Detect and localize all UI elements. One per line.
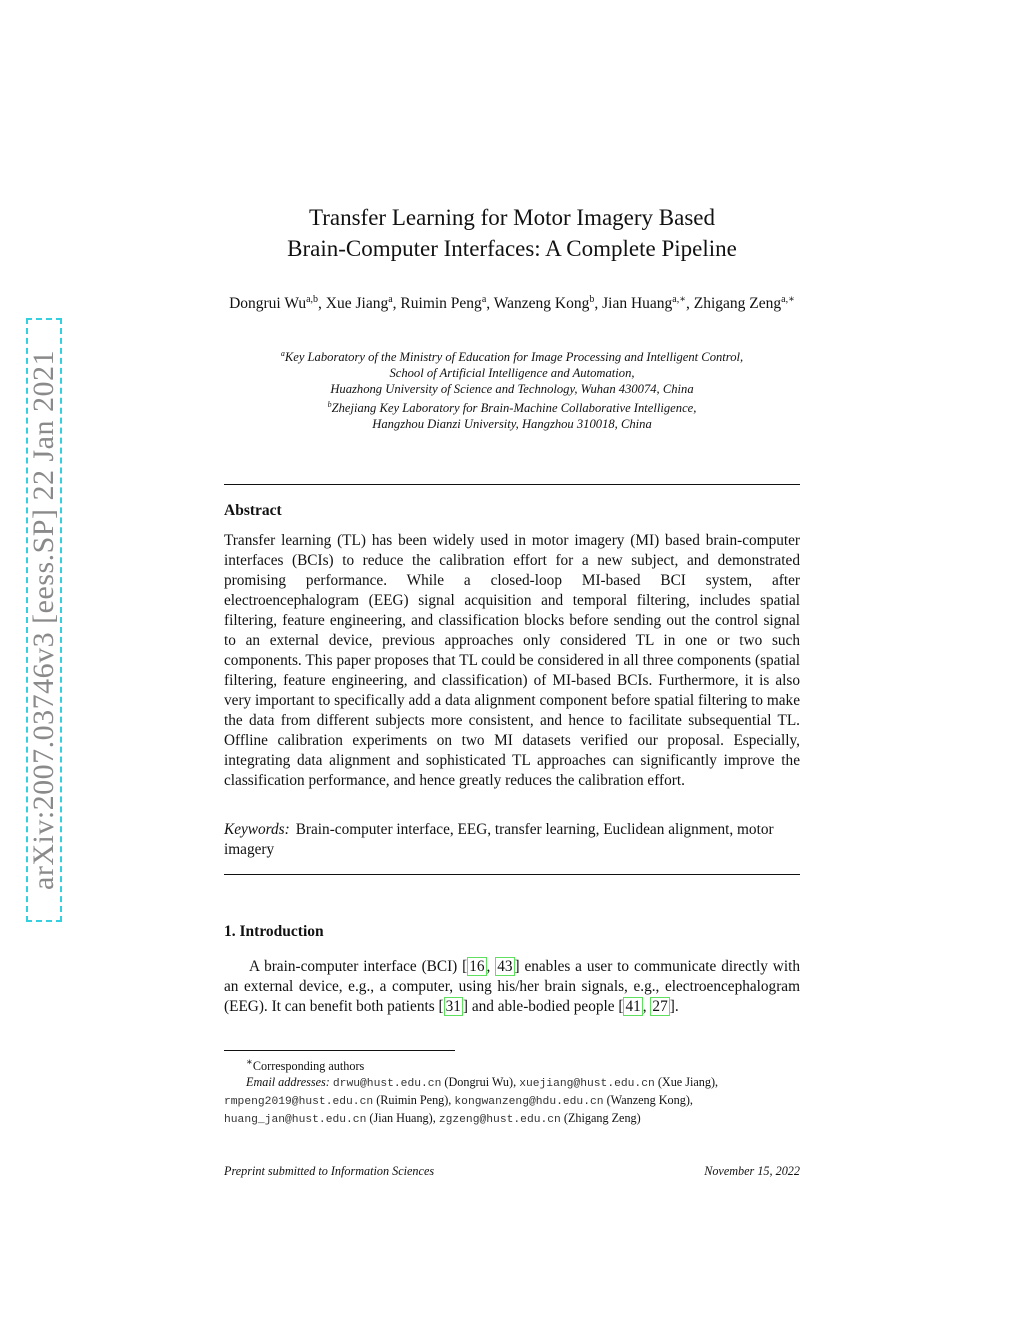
footnotes [224, 1055, 800, 1128]
intro-text: ]. [669, 998, 679, 1015]
email-owner: (Zhigang Zeng) [560, 1111, 641, 1126]
author-affil-mark: a,∗ [672, 294, 687, 305]
section-heading-introduction: 1. Introduction [224, 923, 324, 940]
author-name: Wanzeng Kong [493, 295, 590, 313]
citation-link[interactable]: 43 [497, 958, 513, 975]
citation-link[interactable]: 27 [652, 998, 668, 1015]
email-link[interactable]: rmpeng2019@hust.edu.cn [224, 1096, 374, 1109]
email-link[interactable]: kongwanzeng@hdu.edu.cn [454, 1096, 604, 1109]
intro-text: ] and able-bodied people [ [462, 998, 624, 1015]
intro-text: , [642, 998, 651, 1015]
author-name: Xue Jiang [325, 295, 389, 313]
keywords-label: Keywords: [224, 821, 290, 838]
keywords-text: Brain-computer interface, EEG, transfer learning, Euclidean alignment, motor imagery [224, 821, 774, 858]
paper-title [224, 202, 800, 264]
affil-b-line-2: Hangzhou Dianzi University, Hangzhou 310018, China [372, 417, 652, 432]
email-owner: (Xue Jiang), [654, 1075, 719, 1090]
title-line-2: Brain-Computer Interfaces: A Complete Pipeline [287, 236, 737, 261]
citation-link[interactable]: 31 [445, 998, 461, 1015]
arxiv-identifier: arXiv:2007.03746v3 [eess.SP] 22 Jan 2021 [27, 350, 60, 890]
intro-text: , [486, 958, 496, 975]
abstract-top-rule [224, 484, 800, 485]
citation-link[interactable]: 16 [469, 958, 485, 975]
email-link[interactable]: drwu@hust.edu.cn [332, 1078, 442, 1091]
title-line-1: Transfer Learning for Motor Imagery Based [308, 205, 715, 230]
abstract-bottom-rule [224, 874, 800, 875]
intro-text: ] enables a user to communicate directly with an external device, e.g., a computer, using his/her brain signals, e.g., electroencephalogram (EEG). It can benefit both patients [ [224, 958, 800, 1015]
affil-mark-a: a [280, 349, 285, 358]
email-owner: (Jian Huang), [366, 1111, 439, 1126]
author-separator: , [686, 295, 694, 313]
footer-date: November 15, 2022 [704, 1164, 800, 1178]
keywords [224, 820, 800, 860]
citation-link[interactable]: 41 [625, 998, 641, 1015]
author-name: Ruimin Peng [400, 295, 482, 313]
author-separator: , [318, 295, 326, 313]
arxiv-stamp [26, 318, 62, 922]
email-owner: (Dongrui Wu), [441, 1075, 520, 1090]
author-name: Zhigang Zeng [693, 295, 782, 313]
author-affil-mark: b [589, 294, 595, 305]
intro-text: A brain-computer interface (BCI) [ [249, 958, 468, 975]
affil-a-line-2: School of Artificial Intelligence and Automation, [389, 366, 635, 381]
introduction-paragraph [224, 957, 800, 1017]
corresponding-mark: ∗ [246, 1057, 253, 1068]
author-name: Jian Huang [602, 295, 673, 313]
email-owner: (Wanzeng Kong), [603, 1093, 693, 1108]
page-footer [224, 1164, 800, 1179]
abstract-heading: Abstract [224, 502, 282, 519]
affil-a-line-1: Key Laboratory of the Ministry of Education for Image Processing and Intelligent Control, [284, 350, 744, 365]
affil-b-line-1: Zhejiang Key Laboratory for Brain-Machine Collaborative Intelligence, [331, 401, 697, 416]
author-list [224, 289, 800, 314]
affil-mark-b: b [327, 400, 332, 410]
email-link[interactable]: zgzeng@hust.edu.cn [438, 1114, 561, 1127]
email-link[interactable]: xuejiang@hust.edu.cn [519, 1078, 655, 1091]
email-link[interactable]: huang_jan@hust.edu.cn [224, 1114, 367, 1127]
author-separator: , [594, 295, 603, 313]
affil-a-line-3: Huazhong University of Science and Technology, Wuhan 430074, China [330, 382, 694, 397]
corresponding-text: Corresponding authors [252, 1059, 365, 1074]
abstract-text: Transfer learning (TL) has been widely used in motor imagery (MI) based brain-computer interfaces (BCIs) to reduce the calibration effort for a new subject, and demonstrated promising performance. While a closed-loop MI-based BCI system, after electroencephalogram (EEG) signal acquisition and temporal filtering, includes spatial filtering, feature engineering, and classification blocks before sending out the control signal to an external device, previous approaches only considered TL in one or two such components. This paper proposes that TL could be considered in all three components (spatial filtering, feature engineering, and classification) of MI-based BCIs. Furthermore, it is also very important to specifically add a data alignment component before spatial filtering to make the data from different subjects more consistent, and hence to facilitate subsequential TL. Offline calibration experiments on two MI datasets verified our proposal. Especially, integrating data alignment and sophisticated TL approaches can significantly improve the classification performance, and hence greatly reduces the calibration effort. [224, 532, 800, 789]
author-affil-mark: a,b [306, 294, 319, 305]
email-owner: (Ruimin Peng), [373, 1093, 455, 1108]
affiliations [224, 346, 800, 432]
author-separator: , [392, 295, 401, 313]
email-label: Email addresses: [246, 1075, 330, 1090]
footer-submission: Preprint submitted to Information Sciences [224, 1164, 435, 1178]
author-affil-mark: a,∗ [781, 294, 795, 305]
author-separator: , [486, 295, 494, 313]
author-affil-mark: a [481, 294, 487, 305]
footnote-rule [224, 1050, 455, 1051]
author-name: Dongrui Wu [229, 295, 307, 313]
author-affil-mark: a [388, 294, 393, 305]
